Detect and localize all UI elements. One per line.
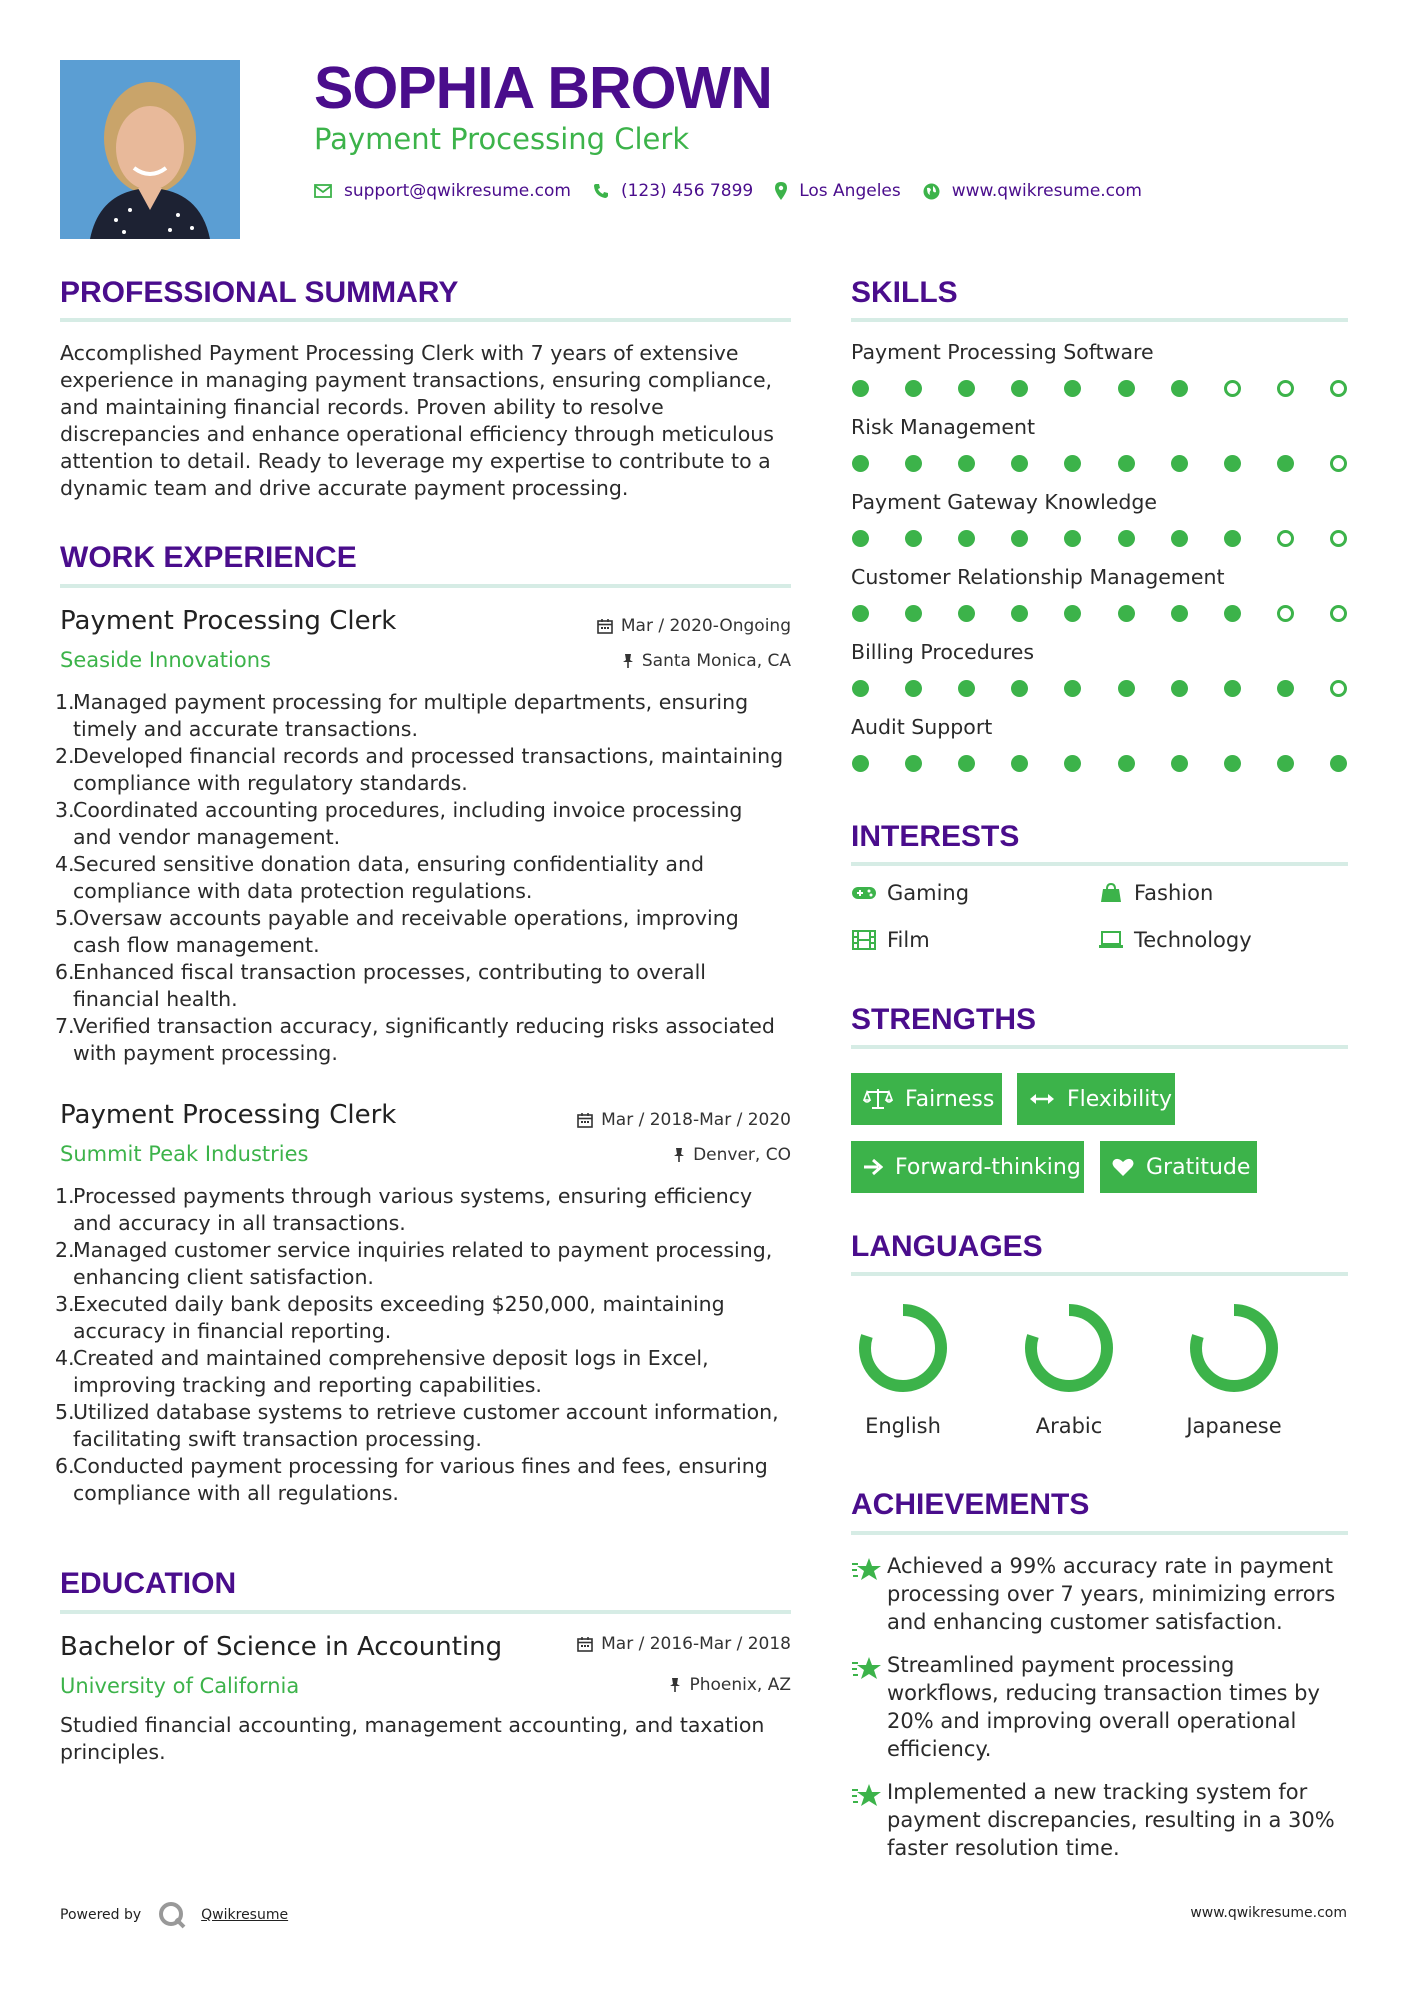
rating-dot-filled [1171, 680, 1188, 697]
list-item: 2. Managed customer service inquiries related to payment processing, enhancing client satisfaction. [55, 1238, 773, 1289]
languages-heading: LANGUAGES [851, 1230, 1043, 1263]
rating-dot-filled [1064, 530, 1081, 547]
list-item: 3. Executed daily bank deposits exceeding $250,000, maintaining accuracy in financial reporting. [55, 1292, 725, 1343]
rating-dot-filled [1224, 680, 1241, 697]
rating-dot-filled [1118, 680, 1135, 697]
rating-dot-filled [905, 530, 922, 547]
rating-dot-filled [1064, 455, 1081, 472]
job-title: Payment Processing Clerk [60, 606, 397, 636]
rating-dot-empty [1277, 530, 1294, 547]
list-item: 1. Managed payment processing for multiple departments, ensuring timely and accurate transactions. [55, 690, 749, 741]
rating-dot-empty [1330, 605, 1347, 622]
strengths-heading: STRENGTHS [851, 1003, 1037, 1036]
job-dates [577, 1110, 791, 1130]
strength-badge [1017, 1073, 1175, 1125]
language-gauge [853, 1298, 953, 1398]
rating-dot-filled [1011, 455, 1028, 472]
trophy-star-icon [851, 1651, 887, 1763]
language-gauge [1019, 1298, 1119, 1398]
interest-film [851, 928, 930, 952]
pin-icon [669, 1677, 681, 1693]
skill-rating [852, 755, 1347, 772]
interest-label: Film [887, 928, 930, 952]
education-heading: EDUCATION [60, 1567, 237, 1600]
calendar-icon [577, 1112, 593, 1128]
interests-rule [851, 862, 1348, 866]
job-company: Seaside Innovations [60, 648, 271, 672]
rating-dot-filled [905, 380, 922, 397]
rating-dot-filled [1064, 605, 1081, 622]
calendar-icon [577, 1636, 593, 1652]
trophy-star-icon [851, 1552, 887, 1636]
rating-dot-filled [1224, 530, 1241, 547]
language-level-arc [1196, 1310, 1272, 1386]
rating-dot-filled [1171, 455, 1188, 472]
education-dates [577, 1634, 791, 1654]
shopping-bag-icon [1098, 882, 1124, 904]
rating-dot-filled [1171, 605, 1188, 622]
skill-rating [852, 380, 1347, 397]
skill-rating [852, 680, 1347, 697]
strength-badge [851, 1073, 1002, 1125]
list-item: 5. Oversaw accounts payable and receivable operations, improving cash flow management. [55, 906, 739, 957]
job-company: Summit Peak Industries [60, 1142, 309, 1166]
contact-phone[interactable]: (123) 456 7899 [620, 181, 754, 201]
footer-url[interactable]: www.qwikresume.com [1190, 1905, 1347, 1921]
rating-dot-filled [1118, 380, 1135, 397]
job-location [622, 651, 791, 671]
skills-rule [851, 318, 1348, 322]
strength-label: Forward-thinking [895, 1154, 1081, 1180]
experience-heading: WORK EXPERIENCE [60, 541, 357, 574]
skills-heading: SKILLS [851, 276, 958, 309]
list-item: 4. Secured sensitive donation data, ensuring confidentiality and compliance with data protection regulations. [55, 852, 704, 903]
skill-rating [852, 605, 1347, 622]
list-item: 6. Enhanced fiscal transaction processes, contributing to overall financial health. [55, 960, 706, 1011]
achievement-item: Implemented a new tracking system for payment discrepancies, resulting in a 30% faster resolution time. [851, 1778, 1337, 1862]
interest-gaming [851, 881, 969, 905]
strength-badge [1100, 1141, 1257, 1193]
rating-dot-empty [1277, 605, 1294, 622]
interest-label: Gaming [887, 881, 970, 905]
rating-dot-filled [1171, 530, 1188, 547]
rating-dot-empty [1330, 455, 1347, 472]
contact-email[interactable]: support@qwikresume.com [344, 181, 571, 201]
skill-name: Payment Processing Software [851, 340, 1154, 364]
powered-by-label: Powered by [60, 1907, 142, 1923]
list-item: 5. Utilized database systems to retrieve customer account information, facilitating swift transaction processing. [55, 1400, 779, 1451]
language-level-arc [1031, 1310, 1107, 1386]
rating-dot-filled [905, 680, 922, 697]
arrows-horizontal-icon [1029, 1092, 1055, 1106]
balance-scale-icon [863, 1088, 893, 1110]
phone-icon [593, 183, 609, 199]
brand-link[interactable]: Qwikresume [201, 1907, 289, 1923]
job-location [673, 1145, 791, 1165]
rating-dot-filled [905, 605, 922, 622]
achievements-rule [851, 1531, 1348, 1535]
rating-dot-filled [1224, 455, 1241, 472]
skill-name: Billing Procedures [851, 640, 1035, 664]
rating-dot-filled [958, 755, 975, 772]
job-dates-text: Mar / 2018-Mar / 2020 [601, 1110, 791, 1130]
rating-dot-filled [958, 605, 975, 622]
interests-heading: INTERESTS [851, 820, 1020, 853]
rating-dot-filled [1011, 755, 1028, 772]
candidate-name: SOPHIA BROWN [314, 55, 772, 121]
list-item: 4. Created and maintained comprehensive deposit logs in Excel, improving tracking and reporting capabilities. [55, 1346, 709, 1397]
list-item: 7. Verified transaction accuracy, significantly reducing risks associated with payment processing. [55, 1014, 775, 1065]
list-item: 3. Coordinated accounting procedures, including invoice processing and vendor management. [55, 798, 743, 849]
summary-line: experience in managing payment transactions, ensuring compliance, [60, 368, 773, 392]
job-bullets [55, 689, 795, 1067]
rating-dot-filled [1064, 380, 1081, 397]
education-text: Studied financial accounting, management accounting, and taxation principles. [60, 1713, 765, 1764]
laptop-icon [1098, 931, 1124, 949]
interest-label: Technology [1134, 928, 1252, 952]
education-dates-text: Mar / 2016-Mar / 2018 [601, 1634, 791, 1654]
rating-dot-filled [852, 380, 869, 397]
language-name: Arabic [1035, 1414, 1103, 1438]
education-rule [60, 1610, 791, 1614]
rating-dot-filled [1064, 755, 1081, 772]
language-level-arc [865, 1310, 941, 1386]
summary-line: Accomplished Payment Processing Clerk with 7 years of extensive [60, 341, 739, 365]
rating-dot-filled [1277, 755, 1294, 772]
rating-dot-filled [1330, 755, 1347, 772]
rating-dot-filled [852, 530, 869, 547]
rating-dot-filled [1118, 455, 1135, 472]
contact-website[interactable]: www.qwikresume.com [951, 181, 1142, 201]
pin-icon [673, 1147, 685, 1163]
skill-rating [852, 530, 1347, 547]
summary-line: discrepancies and enhance operational efficiency through meticulous [60, 422, 774, 446]
contact-bar [314, 178, 1164, 204]
arrow-right-icon [863, 1158, 883, 1176]
list-item: 6. Conducted payment processing for various fines and fees, ensuring compliance with all regulations. [55, 1454, 768, 1505]
rating-dot-empty [1330, 530, 1347, 547]
rating-dot-filled [1118, 605, 1135, 622]
rating-dot-filled [1277, 680, 1294, 697]
rating-dot-empty [1277, 380, 1294, 397]
achievement-item: Streamlined payment processing workflows, reducing transaction times by 20% and improving overall operational efficiency. [851, 1651, 1337, 1763]
rating-dot-filled [1224, 755, 1241, 772]
rating-dot-filled [905, 455, 922, 472]
rating-dot-filled [1011, 680, 1028, 697]
degree-title: Bachelor of Science in Accounting [60, 1632, 503, 1662]
rating-dot-empty [1224, 380, 1241, 397]
rating-dot-filled [1011, 530, 1028, 547]
job-title: Payment Processing Clerk [60, 1100, 397, 1130]
strength-label: Flexibility [1067, 1086, 1172, 1112]
trophy-star-icon [851, 1778, 887, 1862]
envelope-icon [314, 184, 332, 198]
education-location [669, 1675, 791, 1695]
rating-dot-empty [1330, 680, 1347, 697]
rating-dot-filled [852, 455, 869, 472]
rating-dot-filled [905, 755, 922, 772]
rating-dot-filled [1171, 755, 1188, 772]
rating-dot-filled [958, 680, 975, 697]
interest-fashion [1098, 881, 1213, 905]
language-name: English [865, 1414, 941, 1438]
strength-label: Gratitude [1146, 1154, 1251, 1180]
strength-label: Fairness [905, 1086, 995, 1112]
map-marker-icon [775, 182, 787, 200]
rating-dot-filled [958, 530, 975, 547]
rating-dot-filled [1011, 605, 1028, 622]
job-dates-text: Mar / 2020-Ongoing [620, 616, 791, 636]
skill-name: Audit Support [851, 715, 993, 739]
language-gauge [1184, 1298, 1284, 1398]
language-name: Japanese [1186, 1414, 1282, 1438]
list-item: 1. Processed payments through various systems, ensuring efficiency and accuracy in all transactions. [55, 1184, 753, 1235]
rating-dot-filled [958, 455, 975, 472]
skill-name: Customer Relationship Management [851, 565, 1225, 589]
rating-dot-filled [1224, 605, 1241, 622]
gamepad-icon [851, 885, 877, 901]
job-bullets [55, 1183, 795, 1507]
rating-dot-filled [1171, 380, 1188, 397]
rating-dot-filled [1118, 755, 1135, 772]
profile-photo [60, 60, 240, 239]
summary-heading: PROFESSIONAL SUMMARY [60, 276, 459, 309]
job-location-text: Santa Monica, CA [641, 651, 791, 671]
strengths-rule [851, 1045, 1348, 1049]
rating-dot-filled [1064, 680, 1081, 697]
heart-icon [1112, 1157, 1134, 1177]
achievement-item: Achieved a 99% accuracy rate in payment processing over 7 years, minimizing errors and enhancing customer satisfaction. [851, 1552, 1337, 1636]
rating-dot-empty [1330, 380, 1347, 397]
interest-technology [1098, 928, 1252, 952]
strength-badge [851, 1141, 1084, 1193]
school-name: University of California [60, 1674, 300, 1698]
summary-line: and maintaining financial records. Proven ability to resolve [60, 395, 664, 419]
rating-dot-filled [852, 605, 869, 622]
summary-line: dynamic team and drive accurate payment processing. [60, 476, 629, 500]
interest-label: Fashion [1134, 881, 1214, 905]
education-location-text: Phoenix, AZ [689, 1675, 791, 1695]
calendar-icon [597, 618, 613, 634]
skill-rating [852, 455, 1347, 472]
rating-dot-filled [958, 380, 975, 397]
film-icon [851, 930, 877, 950]
rating-dot-filled [1011, 380, 1028, 397]
skill-name: Risk Management [851, 415, 1036, 439]
experience-rule [60, 584, 791, 588]
job-location-text: Denver, CO [693, 1145, 791, 1165]
rating-dot-filled [1118, 530, 1135, 547]
candidate-title: Payment Processing Clerk [314, 122, 690, 156]
languages-rule [851, 1272, 1348, 1276]
contact-location: Los Angeles [799, 181, 901, 201]
summary-rule [60, 318, 791, 322]
skill-name: Payment Gateway Knowledge [851, 490, 1158, 514]
summary-line: attention to detail. Ready to leverage my expertise to contribute to a [60, 449, 771, 473]
job-dates [597, 616, 791, 636]
qwikresume-logo-icon [157, 1900, 187, 1930]
rating-dot-filled [852, 755, 869, 772]
pin-icon [622, 653, 634, 669]
footer-powered-by [60, 1900, 288, 1930]
globe-icon [923, 183, 940, 200]
list-item: 2. Developed financial records and processed transactions, maintaining compliance with regulatory standards. [55, 744, 784, 795]
summary-text [60, 340, 791, 502]
rating-dot-filled [1277, 455, 1294, 472]
rating-dot-filled [852, 680, 869, 697]
achievements-heading: ACHIEVEMENTS [851, 1488, 1090, 1521]
